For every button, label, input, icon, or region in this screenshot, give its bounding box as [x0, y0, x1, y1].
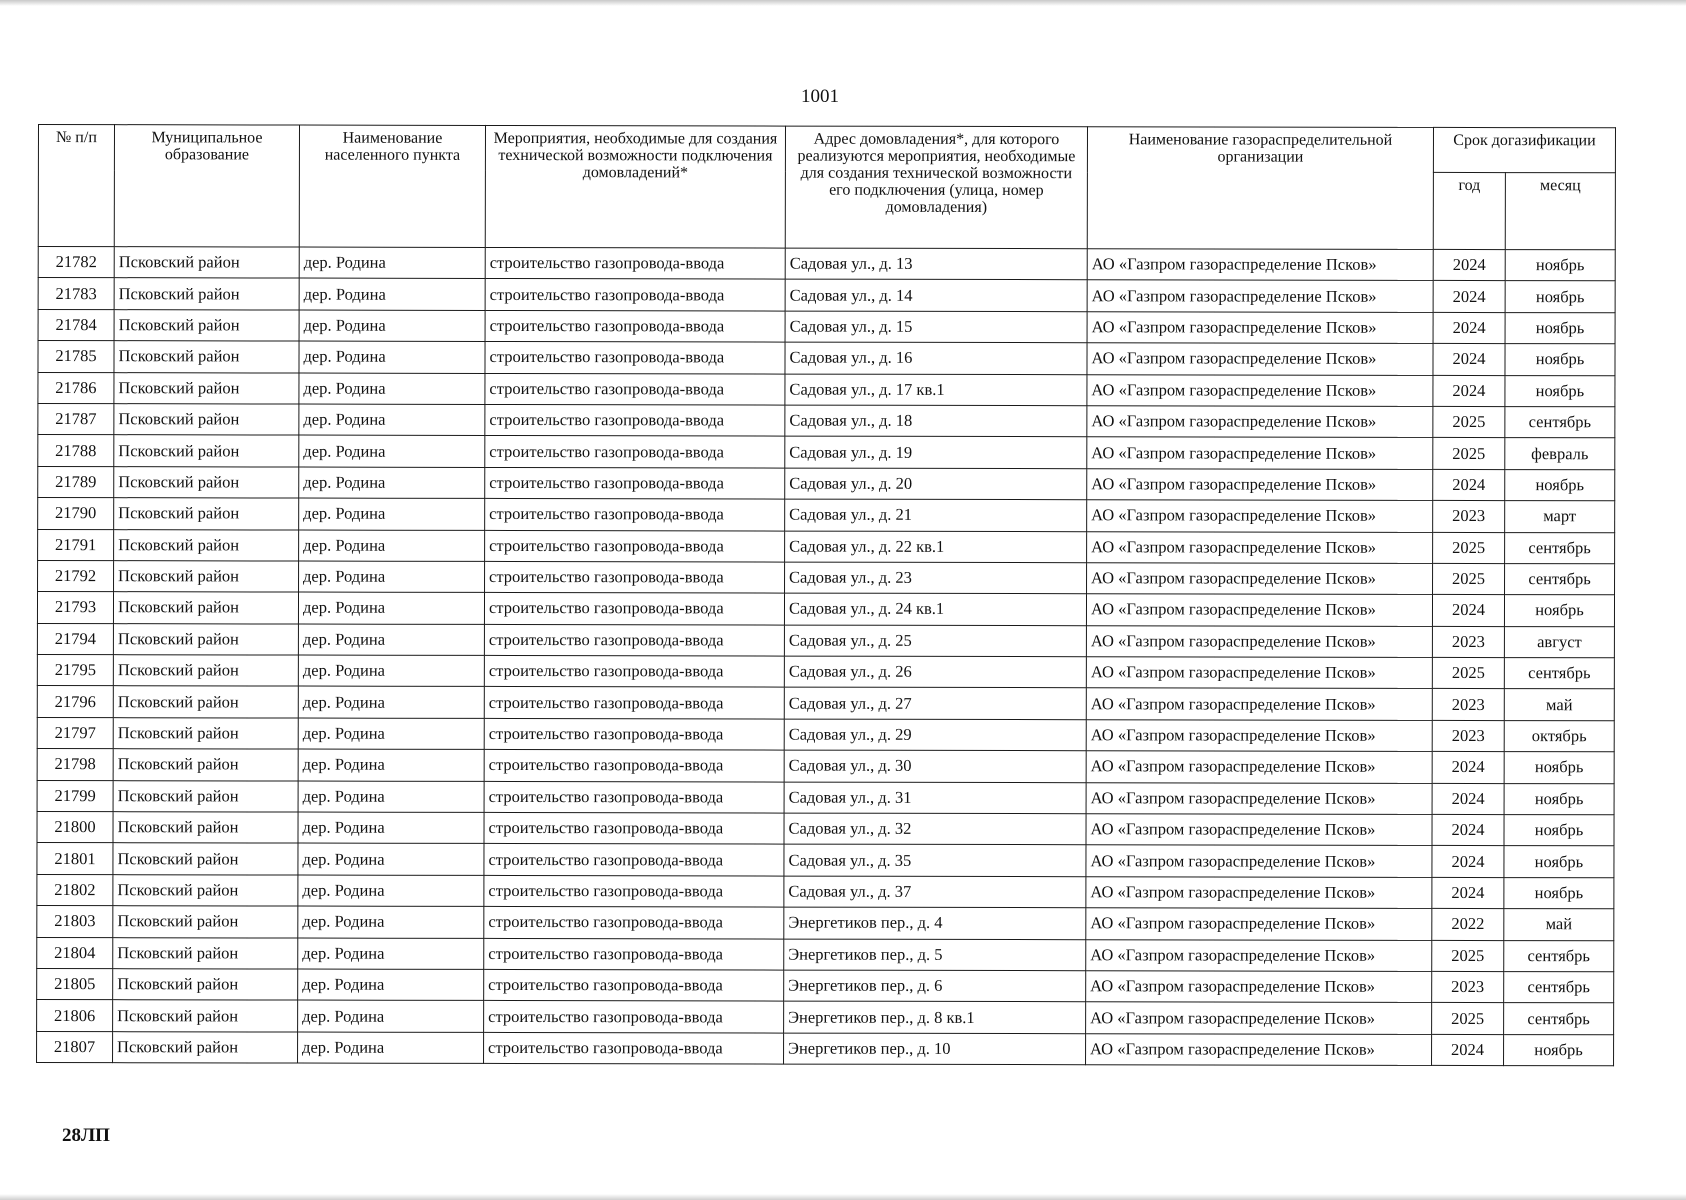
- cell-measure: строительство газопровода-ввода: [484, 624, 784, 656]
- cell-month: ноябрь: [1504, 877, 1614, 909]
- cell-num: 21797: [37, 717, 113, 749]
- cell-measure: строительство газопровода-ввода: [484, 718, 784, 750]
- table-row: [38, 529, 1615, 564]
- cell-municipality: Псковский район: [114, 529, 299, 561]
- cell-month: ноябрь: [1504, 752, 1614, 784]
- cell-measure: строительство газопровода-ввода: [484, 844, 784, 876]
- cell-num: 21790: [38, 498, 114, 530]
- cell-settlement: дер. Родина: [299, 435, 485, 467]
- cell-num: 21803: [37, 906, 113, 938]
- cell-measure: строительство газопровода-ввода: [485, 499, 785, 531]
- cell-num: 21801: [37, 843, 113, 875]
- cell-num: 21800: [37, 812, 113, 844]
- cell-measure: строительство газопровода-ввода: [484, 938, 784, 970]
- cell-settlement: дер. Родина: [299, 467, 485, 499]
- cell-settlement: дер. Родина: [298, 592, 484, 624]
- cell-address: Садовая ул., д. 16: [785, 342, 1087, 374]
- gasification-table: [36, 124, 1616, 1066]
- cell-municipality: Псковский район: [113, 655, 298, 687]
- cell-address: Садовая ул., д. 17 кв.1: [785, 374, 1087, 406]
- header-settlement: Наименование населенного пункта: [299, 125, 485, 247]
- cell-month: март: [1505, 501, 1615, 533]
- cell-organization: АО «Газпром газораспределение Псков»: [1086, 908, 1432, 940]
- cell-settlement: дер. Родина: [298, 843, 484, 875]
- cell-settlement: дер. Родина: [298, 624, 484, 656]
- cell-settlement: дер. Родина: [298, 1000, 484, 1032]
- cell-municipality: Псковский район: [113, 906, 298, 938]
- cell-settlement: дер. Родина: [298, 655, 484, 687]
- table-row: [38, 247, 1615, 282]
- table-row: [37, 812, 1614, 847]
- cell-municipality: Псковский район: [113, 686, 298, 718]
- cell-num: 21785: [38, 341, 114, 373]
- cell-municipality: Псковский район: [113, 843, 298, 875]
- cell-year: 2025: [1432, 940, 1504, 972]
- cell-organization: АО «Газпром газораспределение Псков»: [1086, 688, 1432, 720]
- cell-num: 21786: [38, 372, 114, 404]
- cell-address: Садовая ул., д. 35: [784, 844, 1086, 876]
- cell-measure: строительство газопровода-ввода: [484, 781, 784, 813]
- cell-year: 2024: [1432, 846, 1504, 878]
- cell-municipality: Псковский район: [113, 812, 298, 844]
- table-row: [38, 560, 1615, 595]
- cell-month: ноябрь: [1504, 1034, 1614, 1066]
- cell-organization: АО «Газпром газораспределение Псков»: [1086, 814, 1432, 846]
- cell-settlement: дер. Родина: [299, 247, 485, 279]
- cell-month: сентябрь: [1504, 972, 1614, 1004]
- cell-measure: строительство газопровода-ввода: [484, 812, 784, 844]
- cell-measure: строительство газопровода-ввода: [485, 404, 785, 436]
- table-body: [37, 247, 1616, 1066]
- cell-settlement: дер. Родина: [298, 718, 484, 750]
- table-row: [37, 686, 1614, 721]
- cell-municipality: Псковский район: [114, 309, 299, 341]
- header-num: № п/п: [38, 125, 114, 247]
- cell-municipality: Псковский район: [113, 1000, 298, 1032]
- cell-municipality: Псковский район: [113, 749, 298, 781]
- cell-year: 2024: [1432, 783, 1504, 815]
- footer-code: 28ЛП: [62, 1125, 110, 1146]
- cell-month: ноябрь: [1505, 469, 1615, 501]
- table-row: [38, 466, 1615, 501]
- cell-month: ноябрь: [1505, 250, 1615, 282]
- table-header: [38, 125, 1615, 250]
- cell-year: 2022: [1432, 909, 1504, 941]
- cell-settlement: дер. Родина: [298, 969, 484, 1001]
- table-row: [37, 1031, 1614, 1066]
- table-row: [38, 309, 1615, 344]
- cell-municipality: Псковский район: [113, 592, 298, 624]
- table-row: [37, 843, 1614, 878]
- cell-year: 2025: [1433, 438, 1505, 470]
- cell-num: 21792: [38, 560, 114, 592]
- cell-settlement: дер. Родина: [298, 938, 484, 970]
- cell-address: Садовая ул., д. 20: [785, 468, 1087, 500]
- cell-num: 21795: [37, 655, 113, 687]
- cell-municipality: Псковский район: [113, 780, 298, 812]
- cell-settlement: дер. Родина: [299, 341, 485, 373]
- cell-municipality: Псковский район: [114, 278, 299, 310]
- cell-num: 21791: [38, 529, 114, 561]
- header-year: год: [1433, 172, 1505, 249]
- cell-num: 21798: [37, 749, 113, 781]
- cell-measure: строительство газопровода-ввода: [484, 750, 784, 782]
- cell-measure: строительство газопровода-ввода: [484, 687, 784, 719]
- cell-year: 2024: [1433, 469, 1505, 501]
- table-row: [37, 592, 1614, 627]
- header-address: Адрес домовладения*, для которого реализуются мероприятия, необходимые для создания технической возможности его подключения (улица, номер домовладения): [785, 126, 1087, 249]
- cell-municipality: Псковский район: [113, 874, 298, 906]
- cell-num: 21789: [38, 466, 114, 498]
- cell-settlement: дер. Родина: [299, 310, 485, 342]
- cell-municipality: Псковский район: [113, 937, 298, 969]
- cell-organization: АО «Газпром газораспределение Псков»: [1086, 845, 1432, 877]
- cell-organization: АО «Газпром газораспределение Псков»: [1086, 657, 1432, 689]
- cell-measure: строительство газопровода-ввода: [485, 530, 785, 562]
- cell-municipality: Псковский район: [114, 561, 299, 593]
- cell-organization: АО «Газпром газораспределение Псков»: [1086, 971, 1432, 1003]
- cell-address: Садовая ул., д. 27: [784, 688, 1086, 720]
- cell-address: Садовая ул., д. 15: [785, 311, 1087, 343]
- cell-measure: строительство газопровода-ввода: [484, 1032, 784, 1064]
- cell-settlement: дер. Родина: [298, 812, 484, 844]
- cell-month: ноябрь: [1505, 344, 1615, 376]
- cell-organization: АО «Газпром газораспределение Псков»: [1086, 594, 1432, 626]
- table-row: [37, 749, 1614, 784]
- cell-year: 2024: [1433, 375, 1505, 407]
- cell-municipality: Псковский район: [114, 247, 299, 279]
- table-row: [37, 937, 1614, 972]
- cell-year: 2025: [1433, 532, 1505, 564]
- cell-organization: АО «Газпром газораспределение Псков»: [1087, 311, 1433, 343]
- table-row: [37, 780, 1614, 815]
- cell-month: май: [1504, 909, 1614, 941]
- table-row: [38, 278, 1615, 313]
- cell-settlement: дер. Родина: [299, 373, 485, 405]
- cell-address: Садовая ул., д. 18: [785, 405, 1087, 437]
- cell-month: сентябрь: [1504, 658, 1614, 690]
- cell-year: 2024: [1432, 877, 1504, 909]
- cell-settlement: дер. Родина: [298, 687, 484, 719]
- cell-organization: АО «Газпром газораспределение Псков»: [1087, 280, 1433, 312]
- cell-num: 21788: [38, 435, 114, 467]
- cell-address: Садовая ул., д. 32: [784, 813, 1086, 845]
- cell-month: ноябрь: [1505, 312, 1615, 344]
- cell-year: 2023: [1432, 971, 1504, 1003]
- cell-organization: АО «Газпром газораспределение Псков»: [1087, 374, 1433, 406]
- cell-organization: АО «Газпром газораспределение Псков»: [1087, 343, 1433, 375]
- cell-measure: строительство газопровода-ввода: [485, 279, 785, 311]
- cell-measure: строительство газопровода-ввода: [485, 561, 785, 593]
- cell-month: сентябрь: [1504, 940, 1614, 972]
- cell-address: Садовая ул., д. 30: [784, 750, 1086, 782]
- cell-num: 21784: [38, 309, 114, 341]
- cell-settlement: дер. Родина: [298, 781, 484, 813]
- cell-measure: строительство газопровода-ввода: [485, 247, 785, 279]
- cell-month: октябрь: [1504, 720, 1614, 752]
- cell-month: сентябрь: [1505, 563, 1615, 595]
- cell-measure: строительство газопровода-ввода: [484, 593, 784, 625]
- cell-settlement: дер. Родина: [299, 278, 485, 310]
- cell-month: ноябрь: [1504, 595, 1614, 627]
- cell-address: Садовая ул., д. 21: [785, 499, 1087, 531]
- cell-municipality: Псковский район: [114, 372, 299, 404]
- cell-num: 21796: [37, 686, 113, 718]
- page-number: 1001: [801, 86, 839, 107]
- cell-month: сентябрь: [1504, 1003, 1614, 1035]
- cell-municipality: Псковский район: [114, 404, 299, 436]
- cell-measure: строительство газопровода-ввода: [484, 969, 784, 1001]
- cell-address: Садовая ул., д. 37: [784, 876, 1086, 908]
- cell-settlement: дер. Родина: [298, 1032, 484, 1064]
- cell-month: ноябрь: [1504, 783, 1614, 815]
- cell-municipality: Псковский район: [114, 341, 299, 373]
- cell-num: 21783: [38, 278, 114, 310]
- cell-organization: АО «Газпром газораспределение Псков»: [1087, 500, 1433, 532]
- cell-address: Садовая ул., д. 26: [784, 656, 1086, 688]
- cell-address: Садовая ул., д. 24 кв.1: [784, 593, 1086, 625]
- cell-measure: строительство газопровода-ввода: [485, 342, 785, 374]
- cell-address: Садовая ул., д. 22 кв.1: [785, 531, 1087, 563]
- cell-organization: АО «Газпром газораспределение Псков»: [1086, 1033, 1432, 1065]
- cell-settlement: дер. Родина: [298, 749, 484, 781]
- header-organization: Наименование газораспределительной организации: [1087, 127, 1433, 250]
- cell-organization: АО «Газпром газораспределение Псков»: [1087, 531, 1433, 563]
- cell-num: 21787: [38, 403, 114, 435]
- cell-settlement: дер. Родина: [299, 530, 485, 562]
- cell-measure: строительство газопровода-ввода: [485, 310, 785, 342]
- cell-municipality: Псковский район: [114, 466, 299, 498]
- cell-num: 21782: [38, 247, 114, 279]
- cell-num: 21799: [37, 780, 113, 812]
- cell-organization: АО «Газпром газораспределение Псков»: [1087, 563, 1433, 595]
- cell-address: Садовая ул., д. 25: [784, 625, 1086, 657]
- cell-settlement: дер. Родина: [299, 498, 485, 530]
- cell-address: Садовая ул., д. 14: [785, 279, 1087, 311]
- cell-address: Садовая ул., д. 31: [784, 782, 1086, 814]
- cell-year: 2024: [1432, 752, 1504, 784]
- cell-measure: строительство газопровода-ввода: [485, 436, 785, 468]
- cell-year: 2023: [1432, 689, 1504, 721]
- cell-settlement: дер. Родина: [298, 875, 484, 907]
- cell-num: 21807: [37, 1031, 113, 1063]
- cell-month: май: [1504, 689, 1614, 721]
- cell-organization: АО «Газпром газораспределение Псков»: [1087, 249, 1433, 281]
- cell-month: сентябрь: [1505, 407, 1615, 439]
- cell-municipality: Псковский район: [114, 435, 299, 467]
- cell-settlement: дер. Родина: [299, 561, 485, 593]
- table-row: [37, 623, 1614, 658]
- cell-month: август: [1504, 626, 1614, 658]
- cell-municipality: Псковский район: [113, 623, 298, 655]
- cell-year: 2024: [1433, 344, 1505, 376]
- cell-measure: строительство газопровода-ввода: [484, 907, 784, 939]
- header-deadline: Срок догазификации: [1433, 127, 1615, 172]
- scan-edge-bottom: [0, 1194, 1686, 1200]
- cell-settlement: дер. Родина: [299, 404, 485, 436]
- cell-year: 2024: [1433, 281, 1505, 313]
- cell-municipality: Псковский район: [113, 969, 298, 1001]
- cell-num: 21806: [37, 1000, 113, 1032]
- table-row: [38, 435, 1615, 470]
- cell-municipality: Псковский район: [114, 498, 299, 530]
- cell-organization: АО «Газпром газораспределение Псков»: [1086, 782, 1432, 814]
- cell-year: 2025: [1433, 406, 1505, 438]
- cell-address: Садовая ул., д. 19: [785, 436, 1087, 468]
- cell-measure: строительство газопровода-ввода: [484, 875, 784, 907]
- cell-address: Энергетиков пер., д. 8 кв.1: [784, 1001, 1086, 1033]
- cell-num: 21804: [37, 937, 113, 969]
- cell-organization: АО «Газпром газораспределение Псков»: [1086, 939, 1432, 971]
- header-month: месяц: [1505, 173, 1615, 250]
- cell-organization: АО «Газпром газораспределение Псков»: [1086, 877, 1432, 909]
- cell-organization: АО «Газпром газораспределение Псков»: [1086, 720, 1432, 752]
- cell-year: 2023: [1432, 626, 1504, 658]
- cell-month: ноябрь: [1505, 375, 1615, 407]
- cell-measure: строительство газопровода-ввода: [484, 1001, 784, 1033]
- cell-year: 2024: [1432, 1034, 1504, 1066]
- table-row: [38, 341, 1615, 376]
- cell-num: 21802: [37, 874, 113, 906]
- cell-address: Энергетиков пер., д. 5: [784, 939, 1086, 971]
- table-row: [37, 655, 1614, 690]
- table-row: [37, 1000, 1614, 1035]
- cell-address: Садовая ул., д. 29: [784, 719, 1086, 751]
- cell-settlement: дер. Родина: [298, 906, 484, 938]
- table-row: [37, 717, 1614, 752]
- cell-address: Энергетиков пер., д. 4: [784, 907, 1086, 939]
- cell-organization: АО «Газпром газораспределение Псков»: [1087, 406, 1433, 438]
- table-row: [38, 403, 1615, 438]
- cell-municipality: Псковский район: [113, 718, 298, 750]
- cell-num: 21793: [37, 592, 113, 624]
- cell-year: 2025: [1432, 1003, 1504, 1035]
- cell-num: 21805: [37, 968, 113, 1000]
- cell-year: 2024: [1432, 814, 1504, 846]
- table-row: [37, 874, 1614, 909]
- cell-address: Садовая ул., д. 13: [785, 248, 1087, 280]
- cell-address: Садовая ул., д. 23: [785, 562, 1087, 594]
- cell-year: 2023: [1432, 720, 1504, 752]
- cell-municipality: Псковский район: [113, 1031, 298, 1063]
- header-municipality: Муниципальное образование: [114, 125, 299, 247]
- cell-address: Энергетиков пер., д. 6: [784, 970, 1086, 1002]
- table-row: [37, 968, 1614, 1003]
- cell-organization: АО «Газпром газораспределение Псков»: [1086, 1002, 1432, 1034]
- cell-organization: АО «Газпром газораспределение Псков»: [1086, 625, 1432, 657]
- table-row: [37, 906, 1614, 941]
- table-row: [38, 498, 1615, 533]
- cell-address: Энергетиков пер., д. 10: [784, 1033, 1086, 1065]
- cell-measure: строительство газопровода-ввода: [485, 467, 785, 499]
- cell-year: 2023: [1433, 501, 1505, 533]
- cell-month: ноябрь: [1504, 846, 1614, 878]
- cell-month: ноябрь: [1505, 281, 1615, 313]
- cell-year: 2024: [1432, 595, 1504, 627]
- cell-num: 21794: [37, 623, 113, 655]
- cell-organization: АО «Газпром газораспределение Псков»: [1087, 437, 1433, 469]
- cell-year: 2025: [1432, 657, 1504, 689]
- cell-month: февраль: [1505, 438, 1615, 470]
- cell-month: ноябрь: [1504, 815, 1614, 847]
- header-measures: Мероприятия, необходимые для создания технической возможности подключения домовладений*: [485, 125, 785, 248]
- table-row: [38, 372, 1615, 407]
- cell-month: сентябрь: [1505, 532, 1615, 564]
- scan-edge-top: [0, 0, 1686, 6]
- cell-organization: АО «Газпром газораспределение Псков»: [1087, 468, 1433, 500]
- cell-organization: АО «Газпром газораспределение Псков»: [1086, 751, 1432, 783]
- cell-year: 2025: [1433, 563, 1505, 595]
- cell-year: 2024: [1433, 249, 1505, 281]
- cell-year: 2024: [1433, 312, 1505, 344]
- cell-measure: строительство газопровода-ввода: [484, 656, 784, 688]
- cell-measure: строительство газопровода-ввода: [485, 373, 785, 405]
